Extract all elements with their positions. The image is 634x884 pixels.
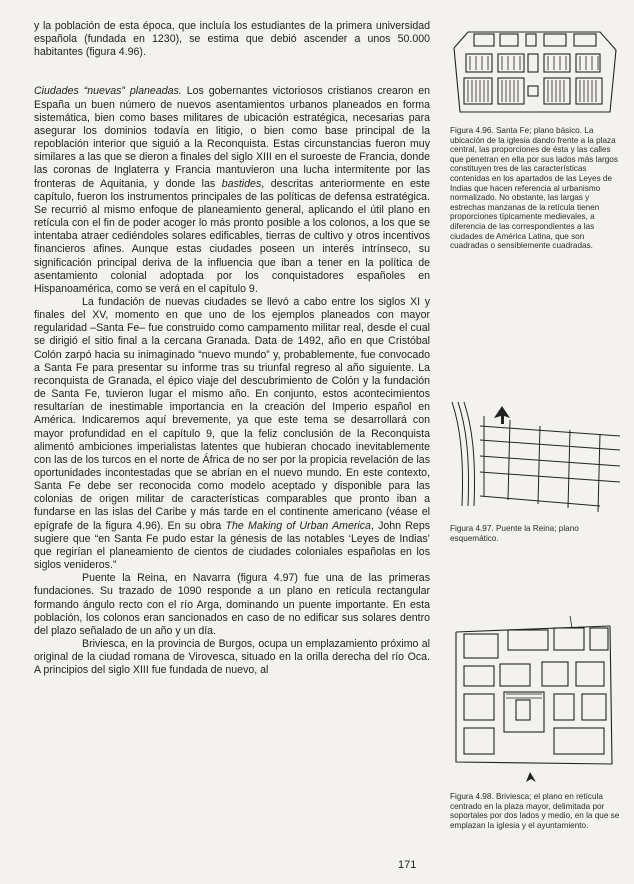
- north-arrow-icon: [526, 772, 536, 782]
- paragraph-5: Briviesca, en la provincia de Burgos, ocupa un emplazamiento próximo al original de la ciudad romana de Virovesca, situado en la orilla derecha del río Oca. A principios del siglo XIII fue fundada de nuevo, al: [34, 638, 430, 677]
- main-text-column: [34, 20, 430, 678]
- figure-4-97-puente-la-reina-plan: [450, 396, 622, 543]
- figure-4-96-santa-fe-plan: [450, 20, 622, 251]
- briviesca-plan-drawing: [450, 612, 622, 788]
- figure-4-96-caption: Figura 4.96. Santa Fe; plano básico. La ubicación de la iglesia dando frente a la plaza central, las proporciones de ésta y las calles que penetran en ella por sus lados más largos constituyen tres de las características contenidas en los apartados de las Leyes de Indias que hacen referencia al urbanismo normalizado. No obstante, las largas y estrechas manzanas de la retícula tienen proporciones típicamente medievales, a diferencia de las correspondientes a las ciudades de América Latina, que son cuadradas o sensiblemente cuadradas.: [450, 126, 618, 251]
- page-number: 171: [398, 859, 417, 871]
- figure-4-97-caption: Figura 4.97. Puente la Reina; plano esquemático.: [450, 524, 579, 543]
- santa-fe-plan-drawing: [450, 20, 622, 120]
- figure-4-98-caption: Figura 4.98. Briviesca; el plano en retícula centrado en la plaza mayor, delimitada por soportales por dos lados y medio, en la que se emplazan la iglesia y el ayuntamiento.: [450, 792, 620, 830]
- figure-4-98-briviesca-plan: [450, 612, 622, 830]
- puente-la-reina-plan-drawing: [450, 396, 622, 516]
- section-heading-ciudades-nuevas: Ciudades “nuevas” planeadas.: [34, 85, 182, 98]
- paragraph-4: Puente la Reina, en Navarra (figura 4.97) fue una de las primeras fundaciones. Su trazado de 1090 responde a un plano en retícula rectangular formando ángulo recto con el río Arga, dominando un puente importante. En esta población, los colonos eran sancionados en caso de no edificar sus solares dentro del plazo señalado de un año y un día.: [34, 572, 430, 637]
- paragraph-2: Ciudades “nuevas” planeadas. Los gobernantes victoriosos cristianos crearon en España un buen número de nuevos asentamientos urbanos planeados en forma sistemática, bien como bases militares de ubicación estratégica, necesarias para asegurar los dominios todavía en litigio, o bien como base principal de la repoblación interior que siguió a la Reconquista. Estas circunstancias fueron muy similares a las que se dieron a finales del siglo XIII en el suroeste de Francia, donde las coronas de Inglaterra y Francia mantuvieron una lucha intermitente por las fronteras de Aquitania, y donde las bastides, descritas anteriormente en este capítulo, fueron los instrumentos principales de las políticas de defensa estratégica. Se recurrió al mismo enfoque de planeamiento general, aplicando el útil plano en retícula con el fin de poder acoger lo más pronto posible a los colonos, a los que se intentaba atraer cediéndoles solares edificables, tierras de cultivo y otros incentivos financieros afines. Aunque estas ciudades poseen un interés intrínseco, su significación principal deriva de la influencia que iban a tener en la política de asentamiento colonial adoptada por los conquistadores españoles en Hispanoamérica, como se verá en el capítulo 9.: [34, 85, 430, 295]
- north-arrow-icon: [494, 406, 510, 424]
- paragraph-3: La fundación de nuevas ciudades se llevó a cabo entre los siglos XI y finales del XV, momento en que uno de los ejemplos planeados con mayor regularidad –Santa Fe– fue construido como campamento militar real, desde el cual se dirigió el sitio final a la cercana Granada. Data de 1492, año en que Cristóbal Colón zarpó hacia su inimaginado “nuevo mundo” y, probablemente, fue convocado a Santa Fe para presentar su informe tras su triunfal regreso al año siguiente. La reconquista de Granada, el épico viaje del descubrimiento de Colón y la fundación de Santa Fe, tuvieron lugar el mismo año. En conjunto, estos acontecimientos resultarían de inestimable importancia en la creación del Imperio español en América. Indicaremos aquí brevemente, ya que este tema se desarrollará con mayor profundidad en el capítulo 9, que la feliz conclusión de la Reconquista alimentó ambiciones imperialistas latentes que hubieran chocado inevitablemente con las de los turcos en el norte de África de no ser por la propicia revelación de las oportunidades incontestadas que se abrían en el nuevo mundo. En este contexto, Santa Fe debe ser reconocida como modelo aceptado y disponible para las colonias de origen militar de características comparables que pronto iban a fundarse en las islas del Caribe y más tarde en el continente americano (véase el epígrafe de la figura 4.96). En su obra The Making of Urban America, John Reps sugiere que “en Santa Fe pudo estar la génesis de las notables ‘Leyes de Indias’ que regirían el planeamiento de cientos de ciudades coloniales españolas en los siglos venideros.”: [34, 295, 431, 572]
- paragraph-1: y la población de esta época, que incluía los estudiantes de la primera universidad española (fundada en 1230), se estima que debió ascender a unos 50.000 habitantes (figura 4.96).: [34, 20, 430, 59]
